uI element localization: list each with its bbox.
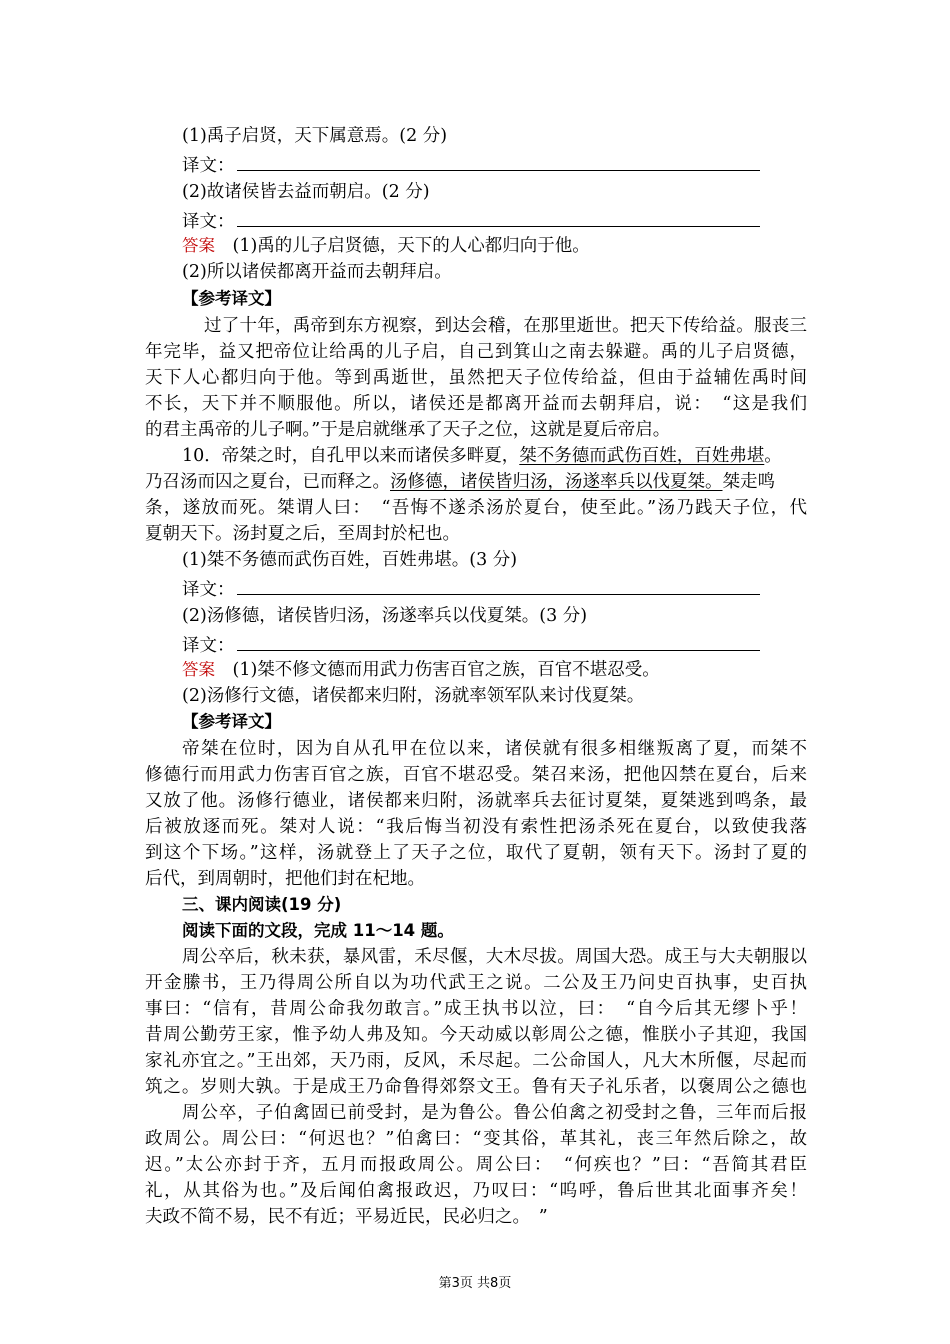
q9-ref-line: 年完毕，益又把帝位让给禹的儿子启，自己到箕山之南去躲避。禹的儿子启贤德， xyxy=(145,342,807,362)
page-footer: 第3页 共8页 xyxy=(438,1276,512,1291)
section-3-instruction: 阅读下面的文段，完成 11～14 题。 xyxy=(182,921,454,940)
passage-text: 乃召汤而囚之夏台，已而释之。 xyxy=(145,472,390,492)
answer-text: (1)禹的儿子启贤德，天下的人心都归向于他。 xyxy=(215,236,590,256)
answer-label: 答案 xyxy=(182,236,215,255)
passage-1-line: 事曰：“信有，昔周公命我勿敢言。”成王执书以泣，曰： “自今后其无缪卜乎！ xyxy=(145,999,807,1019)
q10-ref-line: 又放了他。汤修行德业，诸侯都来归附，汤就率兵去征讨夏桀，夏桀逃到鸣条，最 xyxy=(145,791,807,811)
q10-passage-line-4: 夏朝天下。汤封夏之后，至周封於杞也。 xyxy=(145,524,460,544)
q9-item-1: (1)禹子启贤，天下属意焉。(2 分) xyxy=(182,126,448,146)
q9-ref-line: 天下人心都归向于他。等到禹逝世，虽然把天子位传给益，但由于益辅佐禹时间 xyxy=(145,368,807,388)
passage-2-line: 夫政不简不易，民不有近；平易近民，民必归之。 ” xyxy=(145,1207,548,1227)
q10-answer-1 xyxy=(182,658,807,684)
q9-ref-line: 的君主禹帝的儿子啊。”于是启就继承了天子之位，这就是夏后帝启。 xyxy=(145,420,671,440)
q10-passage-line-2 xyxy=(145,470,807,496)
q10-ref-title: 【参考译文】 xyxy=(182,712,281,731)
passage-1-line: 开金縢书，王乃得周公所自以为功代武王之说。二公及王乃问史百执事，史百执 xyxy=(145,973,807,993)
q9-answer-2: (2)所以诸侯都离开益而去朝拜启。 xyxy=(182,262,452,282)
translation-label: 译文： xyxy=(182,580,235,600)
translation-label: 译文： xyxy=(182,212,235,232)
q9-ref-title: 【参考译文】 xyxy=(182,289,281,308)
answer-blank xyxy=(237,152,760,171)
q9-answer-1 xyxy=(182,234,807,260)
q9-translation-line-2 xyxy=(182,208,807,234)
passage-text: 。 xyxy=(764,446,782,466)
answer-blank xyxy=(237,208,760,227)
passage-1-line: 昔周公勤劳王家，惟予幼人弗及知。今天动威以彰周公之德，惟朕小子其迎，我国 xyxy=(145,1025,807,1045)
q9-item-2: (2)故诸侯皆去益而朝启。(2 分) xyxy=(182,182,430,202)
answer-text: (1)桀不修文德而用武力伤害百官之族，百官不堪忍受。 xyxy=(215,660,660,680)
q10-translation-line-2 xyxy=(182,632,807,658)
q9-translation-line-1 xyxy=(182,152,807,178)
q10-ref-line: 后被放逐而死。桀对人说：“我后悔当初没有索性把汤杀死在夏台，以致使我落 xyxy=(145,817,807,837)
translation-label: 译文： xyxy=(182,156,235,176)
passage-1-line: 周公卒后，秋未获，暴风雷，禾尽偃，大木尽拔。周国大恐。成王与大夫朝服以 xyxy=(182,947,807,967)
passage-1-line: 筑之。岁则大孰。于是成王乃命鲁得郊祭文王。鲁有天子礼乐者，以褒周公之德也 xyxy=(145,1077,807,1097)
passage-2-line: 迟。”太公亦封于齐，五月而报政周公。周公曰： “何疾也？”曰：“吾简其君臣 xyxy=(145,1155,807,1175)
q10-ref-line: 到这个下场。”这样，汤就登上了天子之位，取代了夏朝，领有天下。汤封了夏的 xyxy=(145,843,807,863)
passage-text: 10．帝桀之时，自孔甲以来而诸侯多畔夏， xyxy=(182,446,520,466)
q10-ref-line: 帝桀在位时，因为自从孔甲在位以来，诸侯就有很多相继叛离了夏，而桀不 xyxy=(182,739,807,759)
passage-text: 桀走鸣 xyxy=(722,472,775,492)
underlined-sentence: 桀不务德而武伤百姓，百姓弗堪 xyxy=(519,446,765,466)
q9-ref-line: 不长，天下并不顺服他。所以，诸侯还是都离开益而去朝拜启，说： “这是我们 xyxy=(145,394,807,414)
q10-passage-line-1 xyxy=(182,444,807,470)
passage-2-line: 政周公。周公曰：“何迟也？”伯禽曰：“变其俗，革其礼，丧三年然后除之，故 xyxy=(145,1129,807,1149)
answer-label: 答案 xyxy=(182,660,215,679)
q10-item-2: (2)汤修德，诸侯皆归汤，汤遂率兵以伐夏桀。(3 分) xyxy=(182,606,588,626)
q10-item-1: (1)桀不务德而武伤百姓，百姓弗堪。(3 分) xyxy=(182,550,518,570)
passage-1-line: 家礼亦宜之。”王出郊，天乃雨，反风，禾尽起。二公命国人，凡大木所偃，尽起而 xyxy=(145,1051,807,1071)
q10-answer-2: (2)汤修行文德，诸侯都来归附，汤就率领军队来讨伐夏桀。 xyxy=(182,686,645,706)
answer-blank xyxy=(237,632,760,651)
q9-ref-line: 过了十年，禹帝到东方视察，到达会稽，在那里逝世。把天下传给益。服丧三 xyxy=(204,316,807,336)
answer-blank xyxy=(237,576,760,595)
underlined-sentence: 汤修德，诸侯皆归汤，汤遂率兵以伐夏桀。 xyxy=(390,472,723,492)
passage-2-line: 周公卒，子伯禽固已前受封，是为鲁公。鲁公伯禽之初受封之鲁，三年而后报 xyxy=(182,1103,807,1123)
translation-label: 译文： xyxy=(182,636,235,656)
passage-2-line: 礼，从其俗为也。”及后闻伯禽报政迟，乃叹曰：“呜呼，鲁后世其北面事齐矣！ xyxy=(145,1181,807,1201)
q10-translation-line-1 xyxy=(182,576,807,602)
q10-passage-line-3: 条，遂放而死。桀谓人曰： “吾悔不遂杀汤於夏台，使至此。”汤乃践天子位，代 xyxy=(145,498,807,518)
q10-ref-line: 修德行而用武力伤害百官之族，百官不堪忍受。桀召来汤，把他囚禁在夏台，后来 xyxy=(145,765,807,785)
section-3-heading: 三、课内阅读(19 分) xyxy=(182,895,342,914)
q10-ref-line: 后代，到周朝时，把他们封在杞地。 xyxy=(145,869,425,889)
